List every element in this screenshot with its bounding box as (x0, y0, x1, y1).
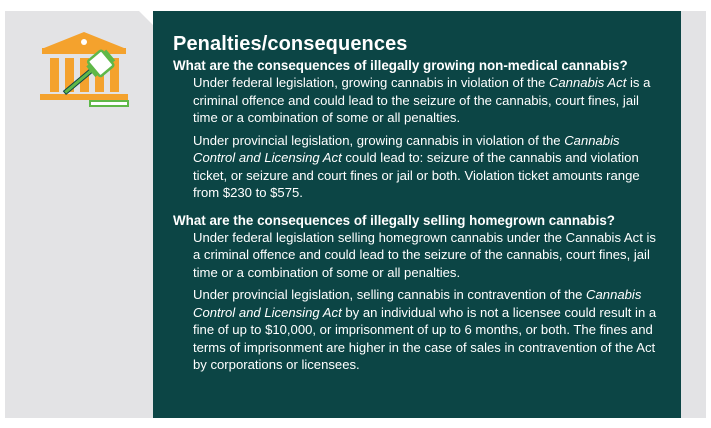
penalties-panel (153, 11, 681, 418)
paragraph-text: Under federal legislation selling homegrown cannabis under the Cannabis Act is a criminal offence and could lead to the seizure of the cannabis, court fines, jail time or a combination of some or all penalties. (193, 229, 656, 280)
paragraph-text: Under provincial legislation, selling cannabis in contravention of the (193, 287, 587, 302)
answer-paragraph (193, 229, 665, 282)
answer-paragraph (193, 286, 665, 374)
act-name: Cannabis Act (548, 75, 627, 90)
act-name: Cannabis Control and Licensing Act (193, 132, 620, 165)
question-heading: What are the consequences of illegally selling homegrown cannabis? (173, 212, 615, 228)
answer-paragraph (193, 74, 665, 127)
act-name: Cannabis Control and Licensing Act (193, 287, 642, 320)
section-selling (173, 212, 665, 374)
page-title: Penalties/consequences (173, 33, 408, 55)
answer-paragraph (193, 132, 665, 202)
section-growing (173, 57, 665, 202)
paragraph-text: Under federal legislation, growing cannabis in violation of the (193, 75, 549, 90)
paragraph-text: Under provincial legislation, growing cannabis in violation of the (193, 132, 565, 148)
paragraph-text: could lead to: seizure of the cannabis and violation ticket, or seizure and court fines or jail or both. Violation ticket amounts range from $230 to $575. (193, 150, 640, 200)
courthouse-gavel-icon (30, 30, 134, 110)
panel-corner-notch (139, 11, 153, 25)
question-heading: What are the consequences of illegally growing non-medical cannabis? (173, 58, 628, 73)
paragraph-text: is a criminal offence and could lead to the seizure of the cannabis, court fines, jail time or a combination of some or all penalties. (193, 75, 651, 125)
paragraph-text: by an individual who is not a licensee could result in a fine of up to $10,000, or imprisonment of up to 6 months, or both. The fines and terms of imprisonment are higher in the case of sales in contravention of the Act by corporations or licensees. (193, 304, 657, 372)
